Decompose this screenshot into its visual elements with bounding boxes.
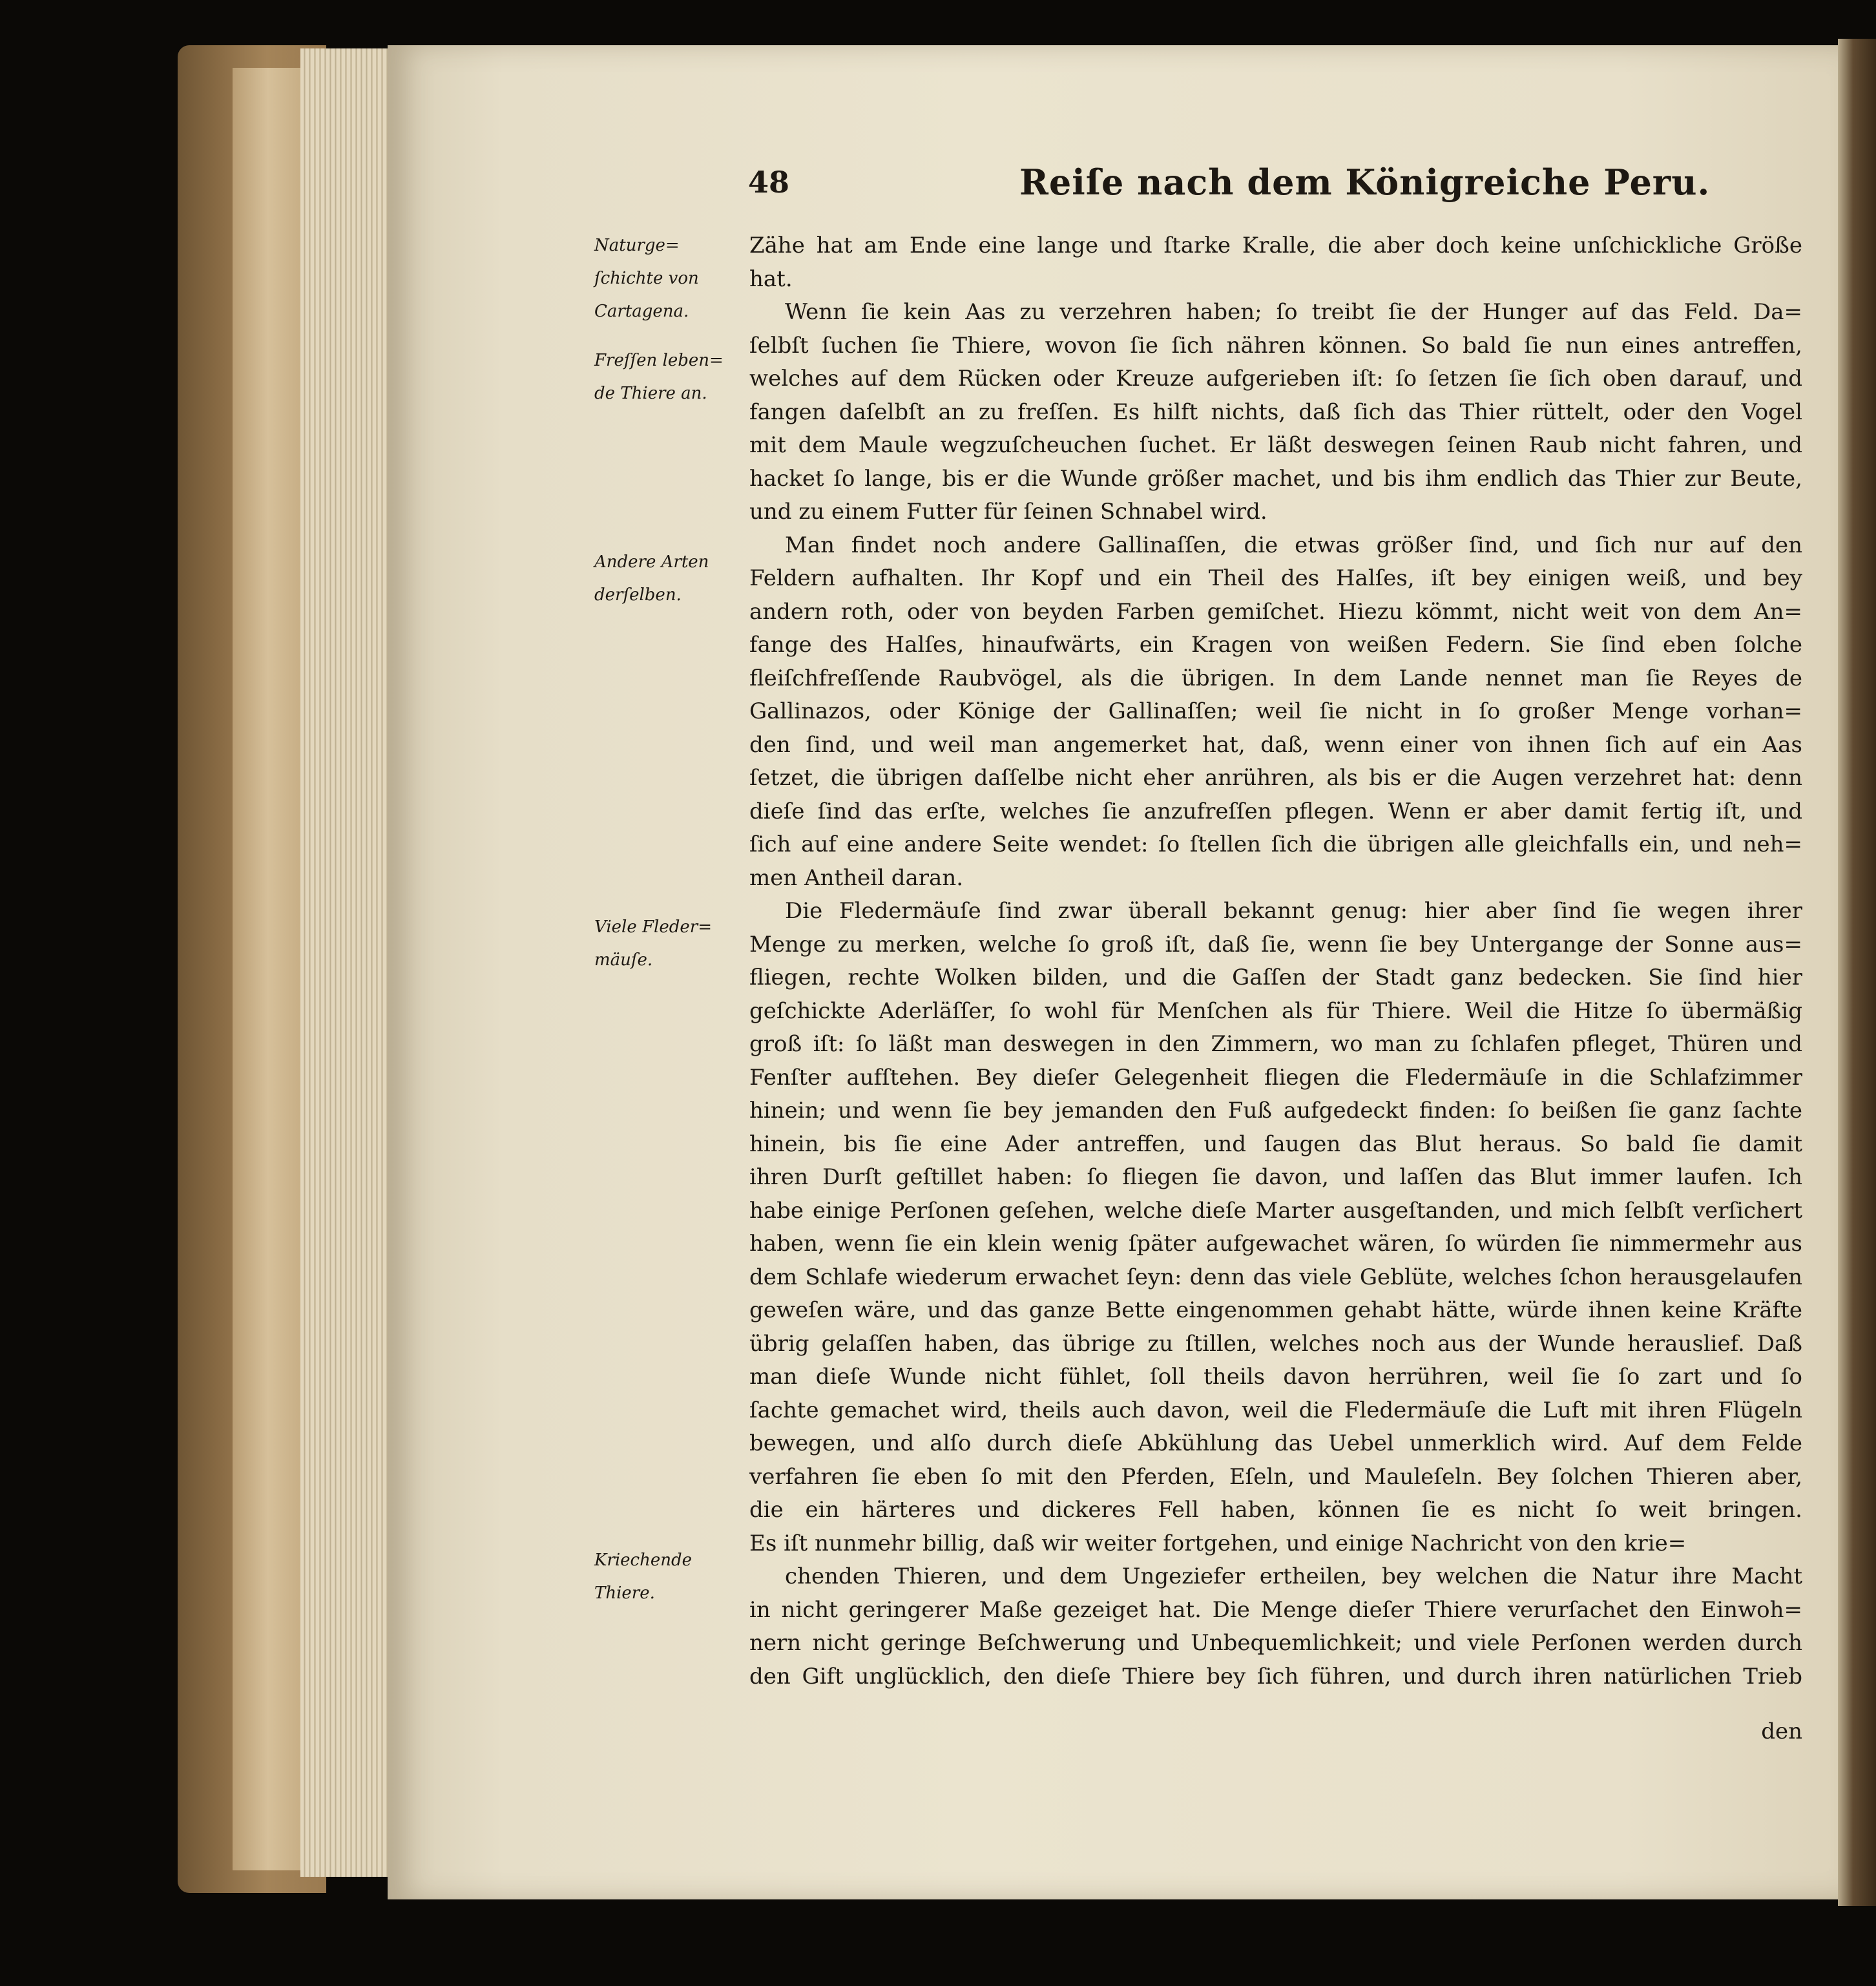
- text-line: dieſe ſind das erſte, welches ſie anzufreſſen pflegen. Wenn er aber damit fertig iſt, und: [749, 798, 1802, 824]
- text-line: ſetzet, die übrigen daſſelbe nicht eher anrühren, als bis er die Augen verzehret hat: denn: [749, 765, 1802, 791]
- text-line: in nicht geringerer Maße gezeiget hat. Die Menge dieſer Thiere verurſachet den Einwoh=: [749, 1596, 1802, 1623]
- margin-note: Viele Fleder= mäuſe.: [594, 917, 712, 970]
- text-line: dem Schlafe wiederum erwachet ſeyn: denn das viele Geblüte, welches ſchon herausgelaufen: [749, 1264, 1802, 1290]
- text-line: fangen daſelbſt an zu freſſen. Es hilft nichts, daß ſich das Thier rüttelt, oder den Vogel: [749, 399, 1802, 425]
- text-line: men Antheil daran.: [749, 864, 964, 891]
- margin-note: Naturge= ſchichte von Cartagena.: [594, 236, 699, 321]
- text-line: nern nicht geringe Beſchwerung und Unbequemlichkeit; und viele Perſonen werden durch: [749, 1630, 1802, 1656]
- text-line: den Gift unglücklich, den dieſe Thiere bey ſich führen, und durch ihren natürlichen Trieb: [749, 1663, 1802, 1689]
- text-line: fleiſchfreſſende Raubvögel, als die übrigen. In dem Lande nennet man ſie Reyes de: [749, 665, 1802, 691]
- text-line: hinein; und wenn ſie bey jemanden den Fuß aufgedeckt finden: ſo beißen ſie ganz ſachte: [749, 1098, 1802, 1124]
- text-line: fange des Halſes, hinaufwärts, ein Kragen von weißen Federn. Sie ſind eben ſolche: [749, 632, 1802, 658]
- text-line: geweſen wäre, und das ganze Bette eingenommen gehabt hätte, würde ihnen keine Kräfte: [749, 1297, 1802, 1323]
- text-line: die ein härteres und dickeres Fell haben, können ſie es nicht ſo weit bringen.: [749, 1497, 1802, 1523]
- page-number: 48: [748, 165, 790, 200]
- text-line: groß iſt: ſo läßt man deswegen in den Zimmern, wo man zu ſchlafen pfleget, Thüren und: [749, 1031, 1802, 1057]
- text-line: geſchickte Aderläſſer, ſo wohl für Menſchen als für Thiere. Weil die Hitze ſo übermäßig: [749, 998, 1802, 1024]
- text-line: haben, wenn ſie ein klein wenig ſpäter aufgewachet wären, ſo würden ſie nimmermehr aus: [749, 1231, 1802, 1257]
- text-line: Man findet noch andere Gallinaſſen, die etwas größer ſind, und ſich nur auf den: [785, 532, 1802, 558]
- running-title: Reiſe nach dem Königreiche Peru.: [1019, 162, 1711, 203]
- text-line: fliegen, rechte Wolken bilden, und die Gaſſen der Stadt ganz bedecken. Sie ſind hier: [749, 965, 1802, 990]
- text-line: Fenſter aufſtehen. Bey dieſer Gelegenheit fliegen die Fledermäuſe in die Schlafzimmer: [749, 1064, 1802, 1091]
- text-line: den ſind, und weil man angemerket hat, daß, wenn einer von ihnen ſich auf ein Aas: [749, 731, 1802, 758]
- text-line: chenden Thieren, und dem Ungeziefer ertheilen, bey welchen die Natur ihre Macht: [785, 1563, 1802, 1589]
- text-line: Es iſt nunmehr billig, daß wir weiter fortgehen, und einige Nachricht von den krie=: [749, 1530, 1687, 1556]
- text-line: verfahren ſie eben ſo mit den Pferden, Eſeln, und Mauleſeln. Bey ſolchen Thieren aber,: [749, 1463, 1802, 1490]
- margin-note: Kriechende Thiere.: [594, 1551, 693, 1603]
- text-line: übrig gelaſſen haben, das übrige zu ſtillen, welches noch aus der Wunde herauslief. Daß: [749, 1330, 1802, 1357]
- text-line: hacket ſo lange, bis er die Wunde größer machet, und bis ihm endlich das Thier zur Beute,: [749, 465, 1802, 492]
- text-line: ihren Durſt geſtillet haben: ſo fliegen ſie davon, und laſſen das Blut immer laufen. Ich: [749, 1164, 1802, 1190]
- margin-note: Freſſen leben= de Thiere an.: [594, 351, 724, 403]
- text-line: bewegen, und alſo durch dieſe Abkühlung das Uebel unmerklich wird. Auf dem Felde: [749, 1430, 1802, 1456]
- catchword: den: [1761, 1719, 1802, 1744]
- text-line: andern roth, oder von beyden Farben gemiſchet. Hiezu kömmt, nicht weit von dem An=: [749, 598, 1802, 625]
- text-line: ſich auf eine andere Seite wendet: ſo ſtellen ſich die übrigen alle gleichfalls ein, und neh=: [749, 831, 1802, 857]
- text-line: Feldern aufhalten. Ihr Kopf und ein Theil des Halſes, iſt bey einigen weiß, und bey: [749, 565, 1802, 591]
- text-line: man dieſe Wunde nicht fühlet, ſoll theils davon herrühren, weil ſie ſo zart und ſo: [749, 1364, 1802, 1390]
- text-line: mit dem Maule wegzuſcheuchen ſuchet. Er läßt deswegen ſeinen Raub nicht fahren, und: [749, 432, 1802, 458]
- text-line: Zähe hat am Ende eine lange und ſtarke Kralle, die aber doch keine unſchickliche Größe: [749, 233, 1802, 258]
- text-line: ſelbſt ſuchen ſie Thiere, wovon ſie ſich nähren können. So bald ſie nun eines antreffen,: [749, 332, 1802, 359]
- text-line: und zu einem Futter für ſeinen Schnabel wird.: [749, 499, 1267, 525]
- text-line: Menge zu merken, welche ſo groß iſt, daß ſie, wenn ſie bey Untergange der Sonne aus=: [749, 931, 1802, 957]
- text-line: ſachte gemachet wird, theils auch davon, weil die Fledermäuſe die Luft mit ihren Flügeln: [749, 1397, 1802, 1423]
- text-line: Gallinazos, oder Könige der Gallinaſſen; weil ſie nicht in ſo großer Menge vorhan=: [749, 698, 1802, 724]
- text-line: welches auf dem Rücken oder Kreuze aufgerieben iſt: ſo ſetzen ſie ſich oben darauf, und: [749, 366, 1802, 392]
- margin-note: Andere Arten derſelben.: [594, 552, 709, 605]
- text-line: habe einige Perſonen geſehen, welche dieſe Marter ausgeſtanden, und mich ſelbſt verſichert: [749, 1197, 1802, 1224]
- text-line: Wenn ſie kein Aas zu verzehren haben; ſo treibt ſie der Hunger auf das Feld. Da=: [785, 299, 1802, 325]
- text-line: hat.: [749, 266, 793, 292]
- text-line: hinein, bis ſie eine Ader antreffen, und ſaugen das Blut heraus. So bald ſie damit: [749, 1131, 1802, 1157]
- text-line: Die Fledermäuſe ſind zwar überall bekannt genug: hier aber ſind ſie wegen ihrer: [785, 898, 1802, 924]
